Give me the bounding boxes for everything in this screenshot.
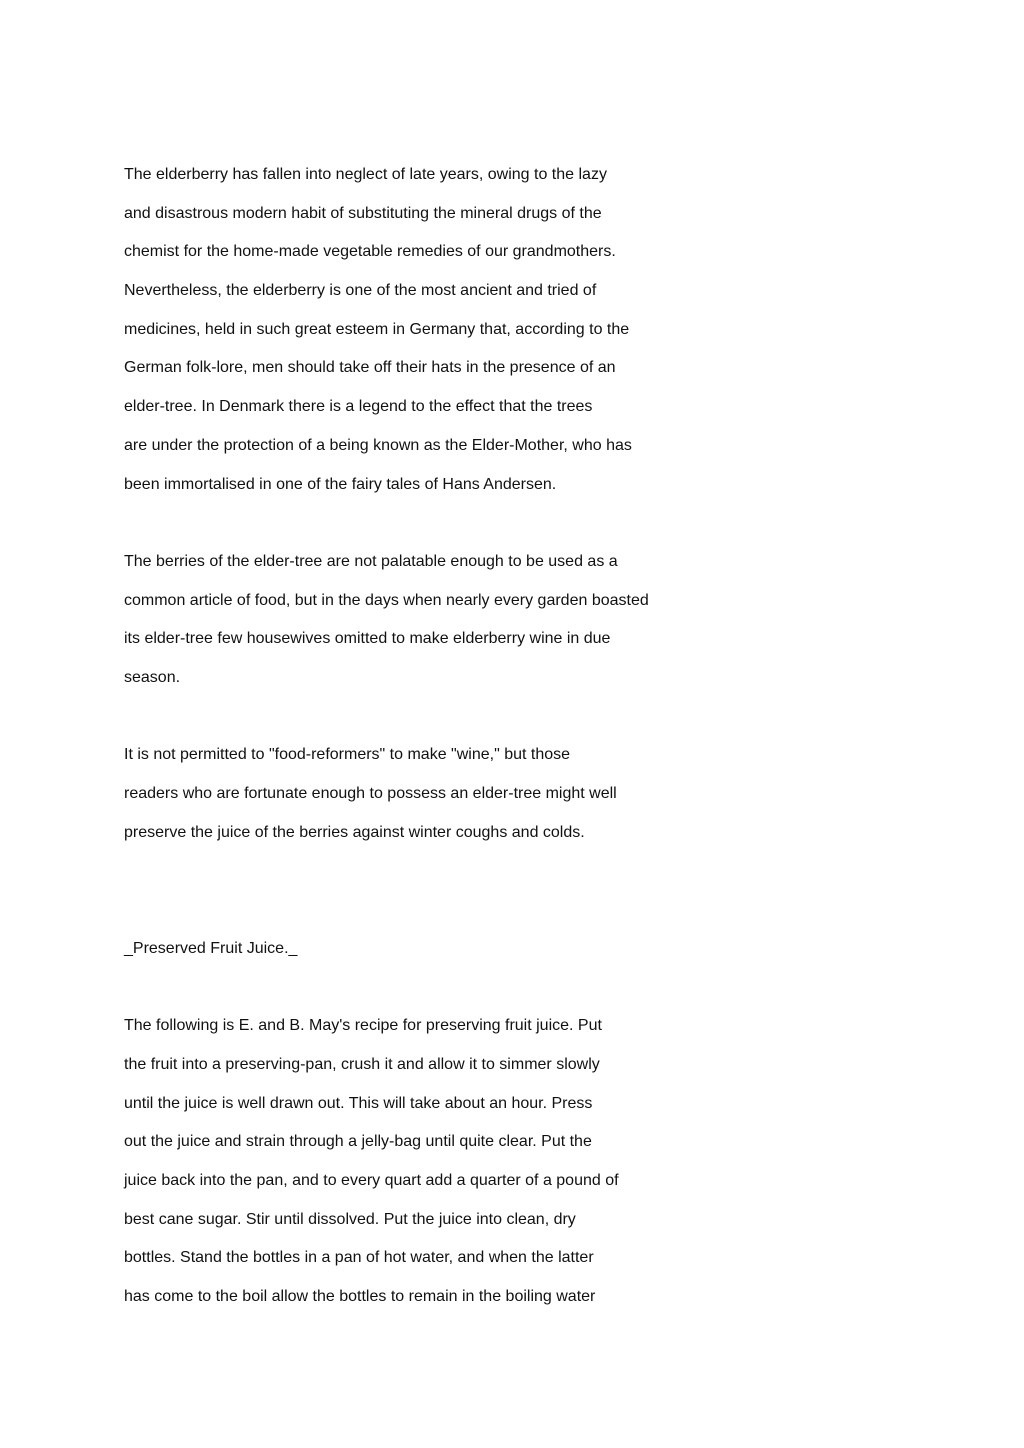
text-line: The elderberry has fallen into neglect of late years, owing to the lazy (124, 166, 607, 183)
text-line: its elder-tree few housewives omitted to make elderberry wine in due (124, 630, 611, 648)
text-line: elder-tree. In Denmark there is a legend to the effect that the trees (124, 398, 593, 416)
text-line: German folk-lore, men should take off their hats in the presence of an (124, 359, 616, 377)
text-line: out the juice and strain through a jelly-bag until quite clear. Put the (124, 1133, 592, 1151)
text-line: best cane sugar. Stir until dissolved. Put the juice into clean, dry (124, 1210, 576, 1228)
text-line: the fruit into a preserving-pan, crush it and allow it to simmer slowly (124, 1055, 600, 1073)
paragraph-spacer (124, 504, 764, 543)
text-line: common article of food, but in the days when nearly every garden boasted (124, 591, 649, 609)
document-body (124, 156, 764, 1317)
text-line: The following is E. and B. May's recipe for preserving fruit juice. Put (124, 1017, 602, 1035)
section-heading: _Preserved Fruit Juice._ (124, 939, 298, 957)
text-line: chemist for the home-made vegetable remedies of our grandmothers. (124, 243, 616, 261)
text-line: preserve the juice of the berries against winter coughs and colds. (124, 823, 585, 841)
text-line: bottles. Stand the bottles in a pan of hot water, and when the latter (124, 1249, 594, 1267)
text-line: readers who are fortunate enough to possess an elder-tree might well (124, 785, 617, 802)
text-line: has come to the boil allow the bottles to remain in the boiling water (124, 1287, 596, 1305)
text-line: It is not permitted to "food-reformers" to make "wine," but those (124, 746, 571, 764)
text-line: until the juice is well drawn out. This will take about an hour. Press (124, 1094, 593, 1112)
paragraph-spacer (124, 968, 764, 1007)
section-spacer (124, 852, 764, 929)
text-line: juice back into the pan, and to every quart add a quarter of a pound of (124, 1171, 619, 1189)
paragraph-spacer (124, 698, 764, 737)
paragraph (124, 736, 764, 852)
text-line: season. (124, 668, 181, 686)
text-line: medicines, held in such great esteem in Germany that, according to the (124, 320, 630, 338)
text-line: been immortalised in one of the fairy tales of Hans Andersen. (124, 475, 557, 493)
paragraph (124, 543, 764, 698)
text-line: Nevertheless, the elderberry is one of the most ancient and tried of (124, 282, 597, 300)
text-line: and disastrous modern habit of substituting the mineral drugs of the (124, 204, 602, 222)
text-line: The berries of the elder-tree are not palatable enough to be used as a (124, 552, 618, 570)
text-line: are under the protection of a being known as the Elder-Mother, who has (124, 436, 632, 454)
paragraph (124, 156, 764, 504)
paragraph (124, 1007, 764, 1317)
